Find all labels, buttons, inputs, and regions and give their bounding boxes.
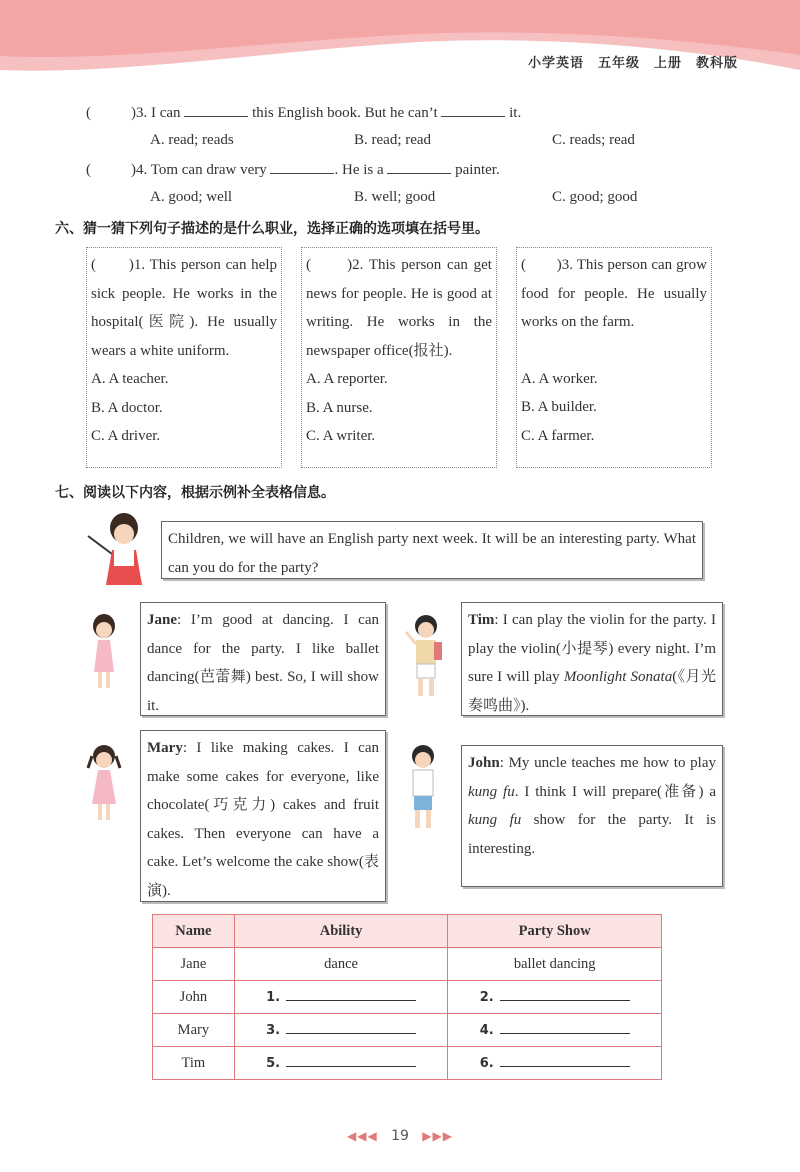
teacher-speech: Children, we will have an English party next week. It will be an interesting party. What can you do for the party? <box>161 521 703 579</box>
answer-blank[interactable] <box>441 104 505 117</box>
table-header-name: Name <box>153 915 235 948</box>
job-box-2: ( )2. This person can get news for people. He is good at writing. He works in the newspaper office(报社). A. A reporter. B. A nurse. C. A writer. <box>301 247 497 468</box>
table-row: John 1. 2. <box>153 981 662 1014</box>
q4-option-c: C. good; good <box>552 189 638 205</box>
question-3: ( )3. I can this English book. But he can’t it. <box>86 105 522 121</box>
option: A. A worker. <box>521 370 598 387</box>
option: C. A farmer. <box>521 427 595 444</box>
job-box-3: ( )3. This person can grow food for people. He usually works on the farm. A. A worker. B. A builder. C. A farmer. <box>516 247 712 468</box>
john-figure <box>404 742 442 832</box>
page-number: 19 <box>391 1128 409 1144</box>
answer-blank[interactable] <box>500 1021 630 1034</box>
answer-blank[interactable] <box>184 104 248 117</box>
q3-option-b: B. read; read <box>354 132 432 148</box>
table-header-ability: Ability <box>234 915 448 948</box>
answer-blank[interactable] <box>286 988 416 1001</box>
job-box-1: ( )1. This person can help sick people. He works in the hospital(医院). He usually wears a white uniform. A. A teacher. B. A doctor. C. A driver. <box>86 247 282 468</box>
table-row: Jane dance ballet dancing <box>153 948 662 981</box>
q4-option-a: A. good; well <box>150 189 233 205</box>
option: C. A writer. <box>306 428 376 444</box>
left-arrows-icon: ◀◀◀ <box>347 1129 378 1143</box>
tim-speech: Tim: I can play the violin for the party. I play the violin(小提琴) every night. I’m sure I will play Moonlight Sonata(《月光奏鸣曲》). <box>461 602 723 716</box>
answer-blank[interactable] <box>286 1021 416 1034</box>
answer-paren[interactable]: ( )3. <box>521 257 573 273</box>
teacher-figure <box>84 510 154 585</box>
option: A. A teacher. <box>91 371 169 387</box>
section-6-title: 六、猜一猜下列句子描述的是什么职业，选择正确的选项填在括号里。 <box>55 221 489 237</box>
option: B. A doctor. <box>91 399 163 416</box>
answer-blank[interactable] <box>286 1054 416 1067</box>
ability-table <box>152 914 662 1080</box>
option: C. A driver. <box>91 428 161 444</box>
jane-figure <box>86 612 122 692</box>
option: B. A nurse. <box>306 399 373 416</box>
header-title: 小学英语 五年级 上册 教科版 <box>527 56 738 71</box>
mary-figure <box>86 742 122 826</box>
jane-speech: Jane: I’m good at dancing. I can dance for the party. I like ballet dancing(芭蕾舞) best. So, I will show it. <box>140 602 386 716</box>
q4-option-b: B. well; good <box>354 189 436 205</box>
question-4: ( )4. Tom can draw very . He is a painter. <box>86 162 500 178</box>
tim-figure <box>404 612 446 702</box>
answer-blank[interactable] <box>270 161 334 174</box>
header-band <box>0 0 800 95</box>
table-header-show: Party Show <box>448 915 662 948</box>
table-row: Tim 5. 6. <box>153 1047 662 1080</box>
option: A. A reporter. <box>306 371 388 387</box>
right-arrows-icon: ▶▶▶ <box>422 1129 453 1143</box>
q3-option-a: A. read; reads <box>150 132 234 148</box>
table-row: Mary 3. 4. <box>153 1014 662 1047</box>
answer-blank[interactable] <box>500 1054 630 1067</box>
answer-blank[interactable] <box>500 988 630 1001</box>
option: B. A builder. <box>521 399 597 415</box>
answer-paren[interactable]: ( )1. <box>91 257 146 273</box>
page-footer <box>0 1128 800 1144</box>
john-speech: John: My uncle teaches me how to play kung fu. I think I will prepare(准备) a kung fu show for the party. It is interesting. <box>461 745 723 887</box>
answer-paren[interactable]: ( )2. <box>306 257 364 273</box>
answer-blank[interactable] <box>387 161 451 174</box>
mary-speech: Mary: I like making cakes. I can make some cakes for everyone, like chocolate(巧克力) cakes and fruit cakes. Then everyone can have a cake. Let’s welcome the cake show(表演). <box>140 730 386 902</box>
q3-option-c: C. reads; read <box>552 132 635 148</box>
section-7-title: 七、阅读以下内容，根据示例补全表格信息。 <box>55 485 335 501</box>
